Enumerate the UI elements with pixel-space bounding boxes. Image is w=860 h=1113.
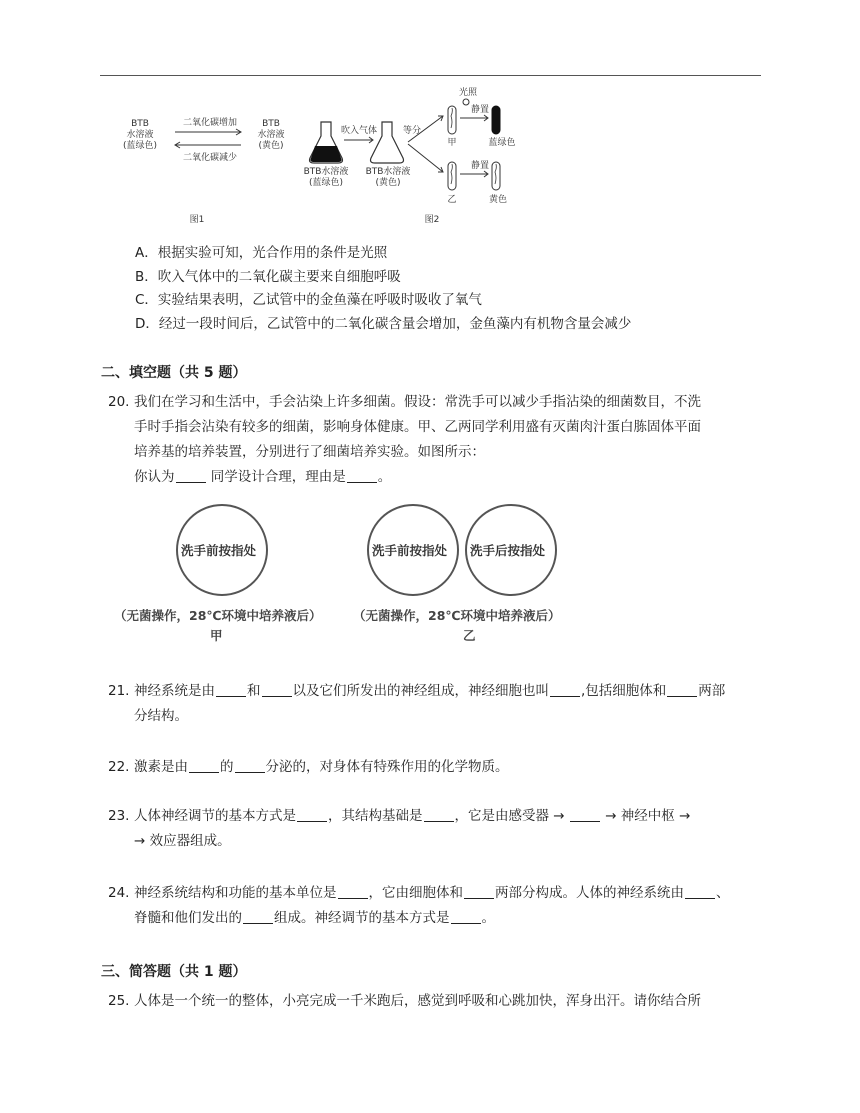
question-text: 培养基的培养装置，分别进行了细菌培养实验。如图所示： bbox=[134, 444, 485, 460]
figure-1 bbox=[120, 115, 285, 230]
question-text: 人体是一个统一的整体，小亮完成一千米跑后，感觉到呼吸和心跳加快，浑身出汗。请你结合所 bbox=[134, 993, 701, 1009]
question-23 bbox=[108, 804, 764, 854]
question-text: 激素是由 bbox=[134, 759, 188, 775]
figure2-still-top-label: 静置 bbox=[470, 105, 489, 115]
figure2-tube-a-label: 甲 bbox=[447, 138, 457, 148]
figure2-result-b-label: 黄色 bbox=[488, 195, 507, 205]
answer-blank[interactable] bbox=[347, 468, 377, 483]
question-text: 的 bbox=[220, 759, 234, 775]
answer-blank[interactable] bbox=[338, 884, 368, 899]
petri-dish-a-caption: （无菌操作，28℃环境中培养液后） bbox=[114, 608, 322, 623]
question-24 bbox=[108, 881, 764, 931]
question-number: 21. bbox=[108, 683, 130, 699]
question-text: 人体神经调节的基本方式是 bbox=[134, 808, 296, 824]
question-text: 分结构。 bbox=[134, 708, 188, 724]
question-text: 。 bbox=[481, 910, 495, 926]
question-number: 24. bbox=[108, 885, 130, 901]
option-d: D．经过一段时间后，乙试管中的二氧化碳含量会增加，金鱼藻内有机物含量会减少 bbox=[135, 315, 632, 332]
option-c: C．实验结果表明，乙试管中的金鱼藻在呼吸时吸收了氧气 bbox=[135, 292, 482, 308]
question-text: → 效应器组成。 bbox=[134, 833, 231, 849]
top-rule bbox=[100, 75, 761, 76]
figure2-result-a-label: 蓝绿色 bbox=[488, 138, 516, 148]
question19-options bbox=[135, 242, 631, 336]
answer-blank[interactable] bbox=[216, 682, 246, 697]
figure2-split-label: 等分 bbox=[402, 126, 421, 136]
figure1-arrow-bottom-label: 二氧化碳减少 bbox=[182, 153, 237, 163]
question-text: 我们在学习和生活中，手会沾染上许多细菌。假设：常洗手可以减少手指沾染的细菌数目，不洗 bbox=[134, 394, 701, 410]
question-text: 和 bbox=[247, 683, 261, 699]
option-b: B．吹入气体中的二氧化碳主要来自细胞呼吸 bbox=[135, 268, 401, 285]
figure2-light-label: 光照 bbox=[458, 88, 477, 98]
answer-blank[interactable] bbox=[176, 468, 206, 483]
section-short-answer-title: 三、简答题（共 1 题） bbox=[101, 964, 247, 980]
petri-dish-b2-label: 洗手后按指处 bbox=[470, 543, 546, 558]
question-text: 脊髓和他们发出的 bbox=[134, 910, 242, 926]
answer-blank[interactable] bbox=[464, 884, 494, 899]
figure2-apparatus bbox=[298, 88, 528, 230]
question-text: 。 bbox=[377, 469, 392, 485]
question-20 bbox=[108, 390, 764, 490]
petri-dish-b-caption: （无菌操作，28℃环境中培养液后） bbox=[353, 608, 561, 623]
question-text: ，它由细胞体和 bbox=[368, 885, 463, 901]
answer-blank[interactable] bbox=[262, 682, 292, 697]
answer-blank[interactable] bbox=[235, 758, 265, 773]
question-21 bbox=[108, 679, 764, 729]
answer-blank[interactable] bbox=[570, 807, 600, 822]
figure1-right-label: BTB 水溶液 (黄色) bbox=[257, 119, 285, 151]
answer-blank[interactable] bbox=[685, 884, 715, 899]
question-text: 你认为 bbox=[134, 469, 175, 485]
question-text: 分泌的，对身体有特殊作用的化学物质。 bbox=[265, 759, 509, 775]
figure2-still-bottom-label: 静置 bbox=[470, 161, 489, 171]
answer-blank[interactable] bbox=[667, 682, 697, 697]
question-25 bbox=[108, 989, 764, 1014]
petri-dish-b1-label: 洗手前按指处 bbox=[372, 543, 448, 558]
petri-dish-a-label: 洗手前按指处 bbox=[181, 543, 257, 558]
petri-dish-b-name: 乙 bbox=[463, 628, 476, 643]
figure2-flask2-label: BTB水溶液 (黄色) bbox=[365, 167, 411, 188]
figure1-arrow-top-label: 二氧化碳增加 bbox=[182, 118, 237, 128]
answer-blank[interactable] bbox=[189, 758, 219, 773]
question-text: 组成。神经调节的基本方式是 bbox=[274, 910, 450, 926]
question-number: 20. bbox=[108, 394, 130, 410]
question-text: ，其结构基础是 bbox=[328, 808, 423, 824]
question-text: 手时手指会沾染有较多的细菌，影响身体健康。甲、乙两同学利用盛有灭菌肉汁蛋白胨固体平面 bbox=[134, 419, 701, 435]
question-text: 两部分构成。人体的神经系统由 bbox=[495, 885, 684, 901]
question-text: 神经系统是由 bbox=[134, 683, 215, 699]
figure2-caption: 图2 bbox=[424, 215, 440, 225]
figure2-flask1-label: BTB水溶液 (蓝绿色) bbox=[303, 167, 349, 188]
figure1-left-label: BTB 水溶液 (蓝绿色) bbox=[122, 119, 158, 151]
question-number: 23. bbox=[108, 808, 130, 824]
question-text: 以及它们所发出的神经组成，神经细胞也叫 bbox=[292, 683, 549, 699]
question-text: 神经系统结构和功能的基本单位是 bbox=[134, 885, 337, 901]
question-22 bbox=[108, 755, 764, 780]
answer-blank[interactable] bbox=[297, 807, 327, 822]
answer-blank[interactable] bbox=[243, 909, 273, 924]
section-fill-in-title: 二、填空题（共 5 题） bbox=[101, 365, 247, 381]
question-text: 同学设计合理，理由是 bbox=[206, 469, 346, 485]
answer-blank[interactable] bbox=[424, 807, 454, 822]
question-text: → 神经中枢 → bbox=[605, 808, 691, 824]
question-number: 22. bbox=[108, 759, 130, 775]
question-text: ,包括细胞体和 bbox=[581, 683, 667, 699]
question-text: 、 bbox=[716, 885, 730, 901]
figure-2 bbox=[298, 88, 528, 230]
figure2-blow-label: 吹入气体 bbox=[340, 126, 377, 136]
question-text: ，它是由感受器 → bbox=[454, 808, 565, 824]
answer-blank[interactable] bbox=[550, 682, 580, 697]
answer-blank[interactable] bbox=[451, 909, 481, 924]
figure2-tube-b-label: 乙 bbox=[447, 195, 457, 205]
question-text: 两部 bbox=[698, 683, 726, 699]
question-number: 25. bbox=[108, 993, 130, 1009]
petri-dish-a-name: 甲 bbox=[210, 628, 223, 643]
option-a: A．根据实验可知，光合作用的条件是光照 bbox=[135, 245, 388, 261]
figure1-caption: 图1 bbox=[189, 215, 205, 225]
